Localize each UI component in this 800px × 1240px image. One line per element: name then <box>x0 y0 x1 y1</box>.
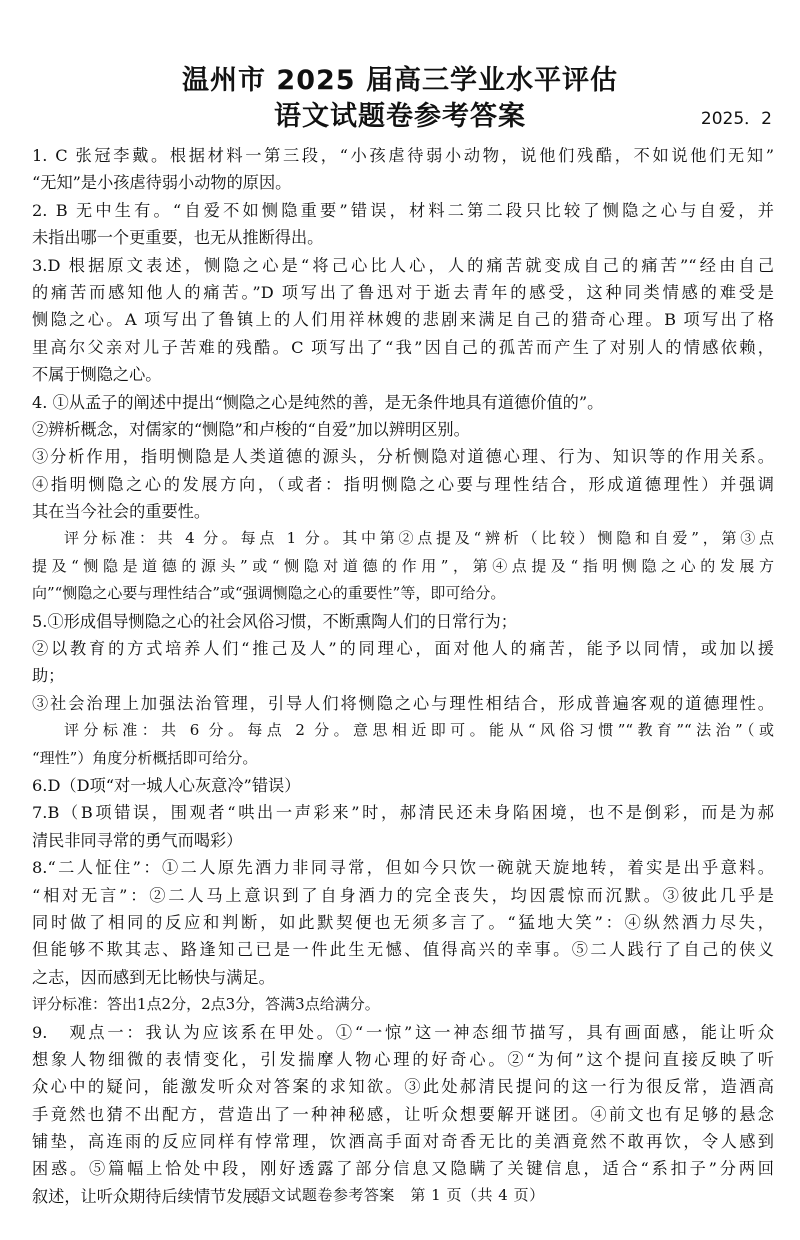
text-line: 之志，因而感到无比畅快与满足。 <box>32 967 275 987</box>
text-line: 1. C 张冠李戴。根据材料一第三段，“小孩虐待弱小动物，说他们残酷，不如说他们无知” <box>32 146 774 165</box>
text-line: 助； <box>32 666 65 686</box>
text-line: 的痛苦而感知他人的痛苦。”D 项写出了鲁迅对于逝去青年的感受，这种同类情感的难受是 <box>32 282 774 302</box>
text-line: 6.D（D项“对一城人心灰意冷”错误） <box>32 775 301 795</box>
text-line: 提及“恻隐是道德的源头”或“恻隐对道德的作用”，第④点提及“指明恻隐之心的发展方 <box>32 556 774 575</box>
text-line: 手竟然也猜不出配方，营造出了一种神秘感，让听众想要解开谜团。④前文也有足够的悬念 <box>32 1104 774 1124</box>
text-line: 3.D 根据原文表述，恻隐之心是“将己心比人心，人的痛苦就变成自己的痛苦”“经由自己 <box>32 255 774 275</box>
text-line: “理性”）角度分析概括即可给分。 <box>32 748 258 767</box>
text-line: 清民非同寻常的勇气而喝彩） <box>32 830 243 850</box>
text-line: 困惑。⑤篇幅上恰处中段，刚好透露了部分信息又隐瞒了关键信息，适合“系扣子”分两回 <box>32 1159 774 1179</box>
page-subtitle: 语文试题卷参考答案 <box>274 101 526 132</box>
text-line: 恻隐之心。A 项写出了鲁镇上的人们用祥林嫂的悲剧来满足自己的猎奇心理。B 项写出了格 <box>32 310 774 330</box>
text-line: “无知”是小孩虐待弱小动物的原因。 <box>32 173 292 193</box>
text-line: 评分标准：共 4 分。每点 1 分。其中第②点提及“辨析（比较）恻隐和自爱”，第③点 <box>64 529 774 548</box>
text-line: ②以教育的方式培养人们“推己及人”的同理心，面对他人的痛苦，能予以同情，或加以援 <box>32 639 774 659</box>
text-line: 2. B 无中生有。“自爱不如恻隐重要”错误，材料二第二段只比较了恻隐之心与自爱，并 <box>32 200 774 220</box>
text-line: 5.①形成倡导恻隐之心的社会风俗习惯，不断熏陶人们的日常行为； <box>32 611 517 631</box>
text-line: 但能够不欺其志、路逢知己已是一件此生无憾、值得高兴的幸事。⑤二人践行了自己的侠义 <box>32 940 774 960</box>
text-line: 9. 观点一：我认为应该系在甲处。①“一惊”这一神态细节描写，具有画面感，能让听众 <box>32 1022 774 1042</box>
text-line: 8.“二人怔住”：①二人原先酒力非同寻常，但如今只饮一碗就天旋地转，着实是出乎意料。 <box>32 858 774 878</box>
text-line: 评分标准：答出1点2分，2点3分，答满3点给满分。 <box>32 995 380 1014</box>
text-line: ③社会治理上加强法治管理，引导人们将恻隐之心与理性相结合，形成普遍客观的道德理性。 <box>32 693 774 713</box>
text-line: 4. ①从孟子的阐述中提出“恻隐之心是纯然的善，是无条件地具有道德价值的”。 <box>32 392 604 412</box>
text-line: 同时做了相同的反应和判断，如此默契便也无须多言了。“猛地大笑”：④纵然酒力尽失， <box>32 912 774 932</box>
answer-body <box>32 142 774 1210</box>
text-line: 向”“恻隐之心要与理性结合”或“强调恻隐之心的重要性”等，即可给分。 <box>32 584 506 603</box>
text-line: ②辨析概念，对儒家的“恻隐”和卢梭的“自爱”加以辨明区别。 <box>32 419 470 439</box>
text-line: ④指明恻隐之心的发展方向，（或者：指明恻隐之心要与理性结合，形成道德理性）并强调 <box>32 474 774 494</box>
text-line: 里高尔父亲对儿子苦难的残酷。C 项写出了“我”因自己的孤苦而产生了对别人的情感依赖， <box>32 337 774 357</box>
page-title: 温州市 2025 届高三学业水平评估 <box>182 65 618 96</box>
text-line: 铺垫，高连雨的反应同样有悖常理，饮酒高手面对奇香无比的美酒竟然不敢再饮，令人感到 <box>32 1132 774 1152</box>
text-line: “相对无言”：②二人马上意识到了自身酒力的完全丧失，均因震惊而沉默。③彼此几乎是 <box>32 885 774 905</box>
text-line: 不属于恻隐之心。 <box>32 365 162 385</box>
text-line: 未指出哪一个更重要，也无从推断得出。 <box>32 228 324 248</box>
text-line: 众心中的疑问，能激发听众对答案的求知欲。③此处郝清民提问的这一行为很反常，造酒高 <box>32 1077 774 1097</box>
text-line: 评分标准：共 6 分。每点 2 分。意思相近即可。能从“风俗习惯”“教育”“法治”（或 <box>64 721 774 740</box>
text-line: ③分析作用，指明恻隐是人类道德的源头，分析恻隐对道德心理、行为、知识等的作用关系。 <box>32 447 774 467</box>
text-line: 叙述，让听众期待后续情节发展。 <box>32 1186 275 1206</box>
document-date: 2025．2 <box>700 109 772 129</box>
text-line: 7.B（B项错误，围观者“哄出一声彩来”时，郝清民还未身陷困境，也不是倒彩，而是为郝 <box>32 803 774 823</box>
text-line: 想象人物细微的表情变化，引发揣摩人物心理的好奇心。②“为何”这个提问直接反映了听 <box>32 1049 774 1069</box>
text-line: 其在当今社会的重要性。 <box>32 502 211 522</box>
page-footer: 语文试题卷参考答案 第 1 页（共 4 页） <box>255 1186 545 1204</box>
